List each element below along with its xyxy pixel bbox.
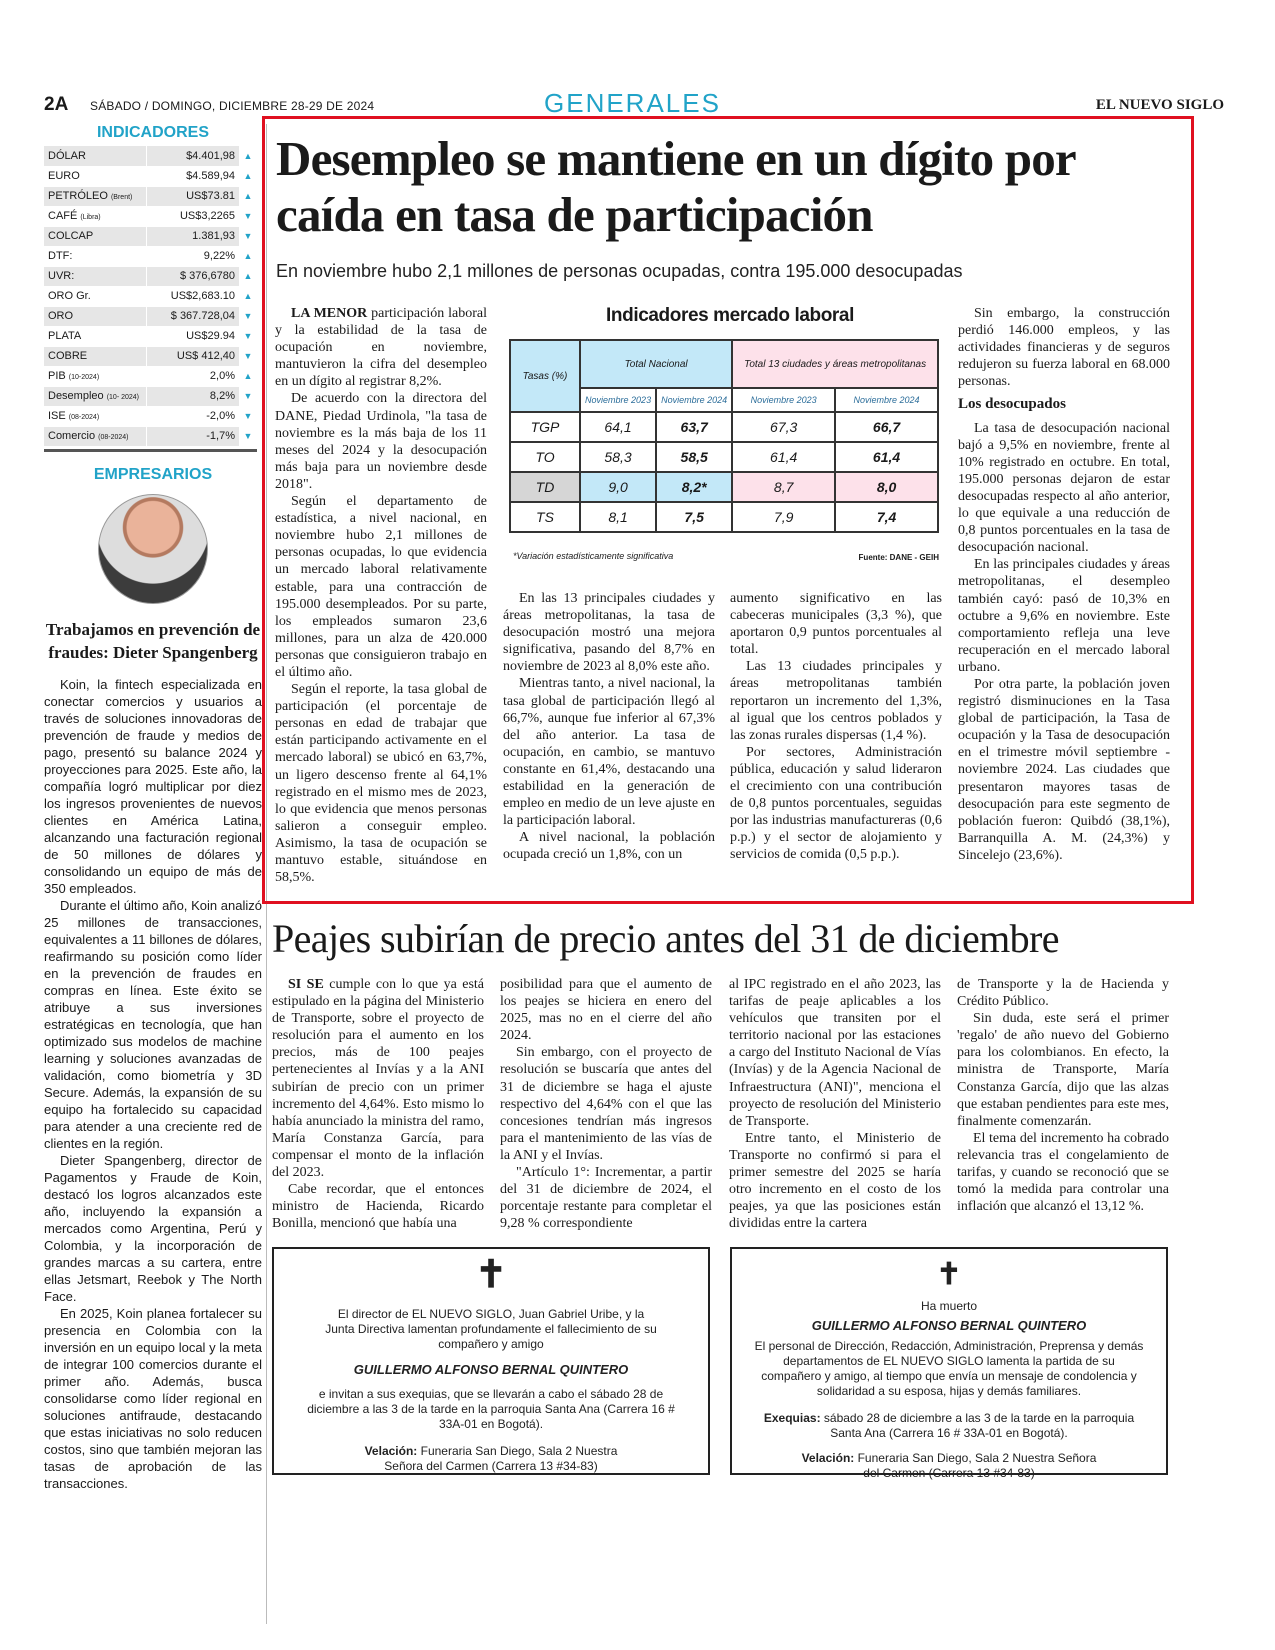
velacion-label: Velación: [364,1444,418,1458]
indicator-value: US$2,683.10 [146,286,239,306]
paragraph: Sin duda, este será el primer 'regalo' de año nuevo del Gobierno para los colombianos. En efecto, la ministra de Transporte, María Constanza García, dijo que las alzas que estaban pendientes para este mes, finalmente comenzarán. [957,1011,1169,1129]
paragraph: Mientras tanto, a nivel nacional, la tasa global de participación llegó al 66,7%, aunque fue inferior al 67,3% del año anterior. La tasa de ocupación, en cambio, se mantuvo constante en 61,4%, destacando una estabilidad en la generación de empleo en medio de un leve ajuste en la participación laboral. [503,676,715,829]
velacion-text: Funeraria San Diego, Sala 2 Nuestra Señora del Carmen (Carrera 13 #34-83) [854,1451,1097,1480]
table-cell: 7,4 [835,502,938,532]
indicator-note: (10- 2024) [106,394,139,401]
table-cell: 61,4 [835,442,938,472]
arrow-down-icon: ▼ [239,226,257,246]
indicator-value: -1,7% [146,426,239,446]
arrow-up-icon: ▲ [239,286,257,306]
indicator-value: $4.589,94 [146,166,239,186]
second-column-2 [500,976,712,1232]
arrow-down-icon: ▼ [239,386,257,406]
indicator-label [44,386,146,406]
velacion-text: Funeraria San Diego, Sala 2 Nuestra Señora del Carmen (Carrera 13 #34-83) [384,1444,618,1473]
notice-invite: e invitan a sus exequias, que se llevarán a cabo el sábado 28 de diciembre a las 3 de la tarde en la parroquia Santa Ana (Carrera 16 # 33A-01 en Bogotá). [307,1387,675,1431]
indicator-label [44,286,146,306]
arrow-up-icon: ▲ [239,146,257,166]
paragraph: Sin embargo, con el proyecto de resolución se buscaría que antes del 31 de diciembre se haga el ajuste respectivo del 4,64% con el que las concesiones tendrían más ingresos para el mantenimiento de las vías de la ANI y el Invías. [500,1045,712,1163]
lead-column-4 [958,305,1170,864]
indicator-name: DÓLAR [48,149,86,162]
table-cell: 58,3 [580,442,656,472]
paragraph: En 2025, Koin planea fortalecer su presencia en Colombia con la inversión en un equipo local y la meta de integrar 100 comercios durante el primer año. Además, busca consolidarse como líder regional en soluciones antifraude, destacando que estas iniciativas no solo reducen costos, sino que también mejoran las tasas de aprobación de las transacciones. [44,1305,262,1491]
infographic-title: Indicadores mercado laboral [606,305,854,326]
arrow-down-icon: ▼ [239,426,257,446]
lead-column-2 [503,590,715,864]
indicator-row [44,166,257,186]
kicker: LA MENOR [291,306,368,321]
divider [44,449,257,452]
row-label: TD [510,472,580,502]
lead-column-1 [275,305,487,886]
arrow-up-icon: ▲ [239,266,257,286]
indicator-name: Comercio [48,430,96,442]
paragraph: Dieter Spangenberg, director de Pagamentos y Fraude de Koin, destacó los logros alcanzados este año, incluyendo la expansión a mercados como Argentina, Perú y Colombia, y la incorporación de grandes marcas a su cartera, entre ellas Jetsmart, Reebok y The North Face. [44,1152,262,1304]
indicator-row [44,246,257,266]
page-number: 2A [44,94,69,115]
indicator-value: $ 367.728,04 [146,306,239,326]
sidebar [44,124,262,1624]
indicator-name: ISE [48,410,66,422]
paragraph: De acuerdo con la directora del DANE, Piedad Urdinola, "la tasa de noviembre es la más baja de los 11 meses del 2024 y la desocupación más baja para un noviembre desde 2018". [275,391,487,492]
indicator-name: DTF: [48,250,73,262]
lead-headline: Desempleo se mantiene en un dígito por caída en tasa de participación [276,131,1075,242]
indicators-title: INDICADORES [96,124,209,141]
paragraph: Durante el último año, Koin analizó 25 millones de transacciones, equivalentes a 11 billones de dólares, reafirmando su posición como líder en la prevención de fraudes en compras en línea. Este éxito se atribuye a sus inversiones estratégicas en tecnología, que han optimizado sus modelos de machine learning y soluciones avanzadas de validación, como biometría y 3D Secure. Además, la expansión de su equipo ha fortalecido su capacidad para atender a una creciente red de clientes en la región. [44,897,262,1151]
indicator-label [44,206,146,226]
kicker: SI SE [288,977,324,992]
table-cell: 67,3 [732,412,835,442]
paragraph: aumento significativo en las cabeceras municipales (3,3 %), que aportaron 0,9 puntos porcentuales al total. [730,591,942,658]
row-label: TGP [510,412,580,442]
table-cell: 63,7 [656,412,732,442]
paragraph: A nivel nacional, la población ocupada creció un 1,8%, con un [503,830,715,863]
notice-velacion [792,1451,1106,1481]
indicator-note: (08-2024) [98,434,129,441]
group-13-ciudades: Total 13 ciudades y áreas metropolitanas [732,340,938,388]
arrow-down-icon: ▼ [239,326,257,346]
indicator-row [44,386,257,406]
indicator-note: (10-2024) [68,374,100,381]
year-header: Noviembre 2024 [835,388,938,412]
indicator-value: US$3,2265 [146,206,239,226]
indicator-label [44,146,146,166]
notice-intro: El director de EL NUEVO SIGLO, Juan Gabriel Uribe, y la Junta Directiva lamentan profundamente el fallecimiento de su compañero y amigo [325,1307,657,1351]
exequias-label: Exequias: [763,1411,821,1425]
indicator-row [44,326,257,346]
table-cell: 61,4 [732,442,835,472]
labor-indicators-infographic [505,305,955,575]
indicator-value: -2,0% [146,406,239,426]
indicator-value: 1.381,93 [146,226,239,246]
indicator-name: EURO [48,170,80,182]
indicators-table [44,146,257,447]
cross-icon: ✝ [475,1254,507,1296]
indicator-row [44,186,257,206]
indicator-value: US$ 412,40 [146,346,239,366]
section-title: GENERALES [544,88,721,118]
row-label: TO [510,442,580,472]
indicator-label [44,266,146,286]
table-cell: 7,9 [732,502,835,532]
indicator-name: ORO [48,310,74,322]
paragraph: Sin embargo, la construcción perdió 146.000 empleos, y las actividades financieras y de seguros redujeron su fuerza laboral en 68.000 personas. [958,306,1170,390]
indicator-name: COBRE [48,350,88,362]
indicator-value: 9,22% [146,246,239,266]
velacion-label: Velación: [801,1451,855,1465]
indicator-row [44,346,257,366]
arrow-down-icon: ▼ [239,346,257,366]
issue-date: SÁBADO / DOMINGO, DICIEMBRE 28-29 DE 2024 [90,99,375,113]
paragraph: participación laboral y la estabilidad de la tasa de ocupación en noviembre, mantuvieron la cifra del desempleo en un dígito al registrar 8,2%. [275,306,487,390]
paragraph: Entre tanto, el Ministerio de Transporte no confirmó si para el primer semestre del 2025 se haría otro incremento en el costo de los peajes, ya que las posiciones están divididas entre la cartera [729,1130,941,1232]
table-cell: 8,7 [732,472,835,502]
second-column-3 [729,976,941,1232]
indicator-label [44,166,146,186]
masthead [44,88,1224,118]
sidebar-headline: Trabajamos en prevención de fraudes: Dieter Spangenberg [45,619,261,662]
indicator-row [44,286,257,306]
notice-exequias [762,1411,1136,1441]
notice-pre: Ha muerto [920,1299,978,1313]
paragraph: Cabe recordar, que el entonces ministro de Hacienda, Ricardo Bonilla, mencionó que había una [272,1182,484,1232]
paragraph: Koin, la fintech especializada en conectar comercios y usuarios a través de soluciones innovadoras de prevención de fraude y medios de pago, presentó su balance 2024 y proyecciones para 2025. Este año, la compañía logró multiplicar por diez los ingresos provenientes de nuevos clientes en América Latina, alcanzando una facturación regional de 50 millones de dólares y consolidando un equipo de más de 350 empleados. [44,676,262,896]
paragraph: Según el reporte, la tasa global de participación (el porcentaje de personas en edad de trabajar que están participando activamente en el mercado laboral) se ubicó en 63,7%, un ligero descenso frente al 64,1% registrado en el mismo mes de 2023, lo que evidencia que menos personas salieron a conseguir empleo. Asimismo, la tasa de ocupación se mantuvo estable, situándose en 58,5%. [275,682,487,886]
indicator-note: (Libra) [80,214,101,221]
table-cell: 8,0 [835,472,938,502]
avatar [98,494,208,604]
indicator-name: UVR: [48,270,75,282]
arrow-up-icon: ▲ [239,166,257,186]
paragraph: El tema del incremento ha cobrado relevancia tras el congelamiento de tarifas, y cuando se reconoció que se tomó la medida para controlar una inflación que alcanzó el 13,12 %. [957,1130,1169,1215]
table-cell: 8,2* [656,472,732,502]
indicator-label [44,366,146,386]
paragraph: cumple con lo que ya está estipulado en la página del Ministerio de Transporte, sobre el proyecto de resolución para el aumento en los precios, más de 100 peajes pertenecientes al Invías y a la ANI subirían de precio con un primer incremento del 4,64%. Esto mismo lo había anunciado la ministra del ramo, María Constanza García, para compensar el monto de la inflación del 2023. [272,977,484,1181]
indicator-name: ORO Gr. [48,290,91,302]
indicator-label [44,326,146,346]
infographic-note: *Variación estadísticamente significativa [513,551,674,561]
arrow-down-icon: ▼ [239,406,257,426]
obituary-notice-1 [272,1247,710,1475]
indicator-value: 2,0% [146,366,239,386]
table-cell: 8,1 [580,502,656,532]
paragraph: Según el departamento de estadística, a nivel nacional, en noviembre hubo 2,1 millones de personas ocupadas, lo que evidencia un mercado laboral relativamente estable, para una contracción de 195.000 desempleados. Por su parte, los empleados sumaron 23,6 millones, para un alza de 420.000 personas que consiguieron trabajo en el último año. [275,494,487,680]
table-cell: 64,1 [580,412,656,442]
obituary-notice-2 [730,1247,1168,1480]
table-cell: 58,5 [656,442,732,472]
paragraph: En las principales ciudades y áreas metropolitanas, el desempleo también cayó: pasó de 10,3% en octubre a 9,6% en noviembre. Este comportamiento refleja una leve recuperación en el mercado laboral urbano. [958,557,1170,675]
indicator-label [44,226,146,246]
paragraph: "Artículo 1°: Incrementar, a partir del 31 de diciembre de 2024, el porcentaje restante para completar el 9,28 % correspondiente [500,1165,712,1232]
indicator-row [44,366,257,386]
indicator-label [44,426,146,446]
second-column-1 [272,976,484,1232]
second-headline: Peajes subirían de precio antes del 31 de diciembre [272,916,1059,961]
indicator-value: $4.401,98 [146,146,239,166]
table-cell: 7,5 [656,502,732,532]
indicator-value: US$73.81 [146,186,239,206]
group-total-nacional: Total Nacional [580,340,732,388]
rates-label: Tasas (%) [510,340,580,412]
indicator-row [44,306,257,326]
table-cell: 66,7 [835,412,938,442]
paragraph: La tasa de desocupación nacional bajó a 9,5% en noviembre, frente al 10% registrado en octubre. En total, 195.000 personas dejaron de estar desocupadas respecto al año anterior, lo que equivale a una reducción de 0,8 puntos porcentuales en la tasa de desocupación nacional. [958,420,1170,556]
indicator-name: CAFÉ [48,210,78,222]
indicator-label [44,186,146,206]
arrow-up-icon: ▲ [239,366,257,386]
arrow-up-icon: ▲ [239,246,257,266]
year-header: Noviembre 2024 [656,388,732,412]
lead-column-3 [730,590,942,864]
lead-story [262,116,1194,904]
indicator-row [44,406,257,426]
section-subhead: Los desocupados [958,396,1066,413]
brand-logo: EL NUEVO SIGLO [1095,97,1224,113]
indicator-row [44,146,257,166]
arrow-up-icon: ▲ [239,186,257,206]
indicator-name: COLCAP [48,230,94,242]
indicator-note: (08-2024) [68,414,100,421]
arrow-down-icon: ▼ [239,306,257,326]
indicator-row [44,426,257,446]
exequias-text: sábado 28 de diciembre a las 3 de la tarde en la parroquia Santa Ana (Carrera 16 # 33A-01 en Bogotá). [820,1411,1135,1440]
infographic-source: Fuente: DANE - GEIH [858,553,939,562]
year-header: Noviembre 2023 [732,388,835,412]
indicator-name: PIB [48,370,66,382]
paragraph: En las 13 principales ciudades y áreas metropolitanas, la tasa de desocupación mostró una mejora significativa, pasando del 8,7% en noviembre de 2023 al 8,0% este año. [503,591,715,675]
indicator-name: Desempleo [48,390,104,402]
indicator-label [44,346,146,366]
arrow-down-icon: ▼ [239,206,257,226]
notice-velacion [344,1444,638,1474]
paragraph: Las 13 ciudades principales y áreas metropolitanas también reportaron un incremento del 1,3%, al igual que los centros poblados y las zonas rurales dispersas (1,4 %). [730,659,942,743]
year-header: Noviembre 2023 [580,388,656,412]
sidebar-article-body [44,676,262,1492]
indicator-label [44,246,146,266]
indicator-row [44,206,257,226]
indicator-row [44,226,257,246]
paragraph: Por otra parte, la población joven registró disminuciones en la Tasa global de participación, la Tasa de ocupación y la Tasa de desocupación en el trimestre móvil septiembre - noviembre 2024. Las ciudades que presentaron mayores tasas de desocupación para este segmento de población fueron: Quibdó (38,1%), Barranquilla A. M. (24,3%) y Sincelejo (23,6%). [958,676,1170,863]
notice-name: GUILLERMO ALFONSO BERNAL QUINTERO [353,1362,629,1377]
labor-indicators-table [509,339,939,533]
indicator-name: PLATA [48,330,82,342]
indicator-note: (Brent) [110,194,133,201]
indicator-name: PETRÓLEO [48,190,108,202]
paragraph: posibilidad para que el aumento de los peajes se hiciera en enero del 2025, mas no en el cierre del año 2024. [500,977,712,1044]
paragraph: Por sectores, Administración pública, educación y salud lideraron el crecimiento con una contribución de 0,8 puntos porcentuales, seguidas por las industrias manufactureras (0,6 p.p.) y el sector de alojamiento y servicios de comida (0,5 p.p.). [730,744,942,863]
indicator-value: $ 376,6780 [146,266,239,286]
paragraph: al IPC registrado en el año 2023, las tarifas de peaje aplicables a los vehículos que transiten por el territorio nacional por las estaciones a cargo del Instituto Nacional de Vías (Invías) y de la Agencia Nacional de Infraestructura (ANI)", menciona el proyecto de resolución del Ministerio de Transporte. [729,977,941,1129]
indicator-row [44,266,257,286]
cross-icon: ✝ [936,1258,962,1291]
indicator-value: US$29.94 [146,326,239,346]
second-column-4 [957,976,1169,1215]
notice-intro: El personal de Dirección, Redacción, Administración, Preprensa y demás departamentos de EL NUEVO SIGLO lamenta la partida de su compañero y amigo, al tiempo que envía un mensaje de condolencia y solidaridad a su esposa, hijas y demás familiares. [754,1339,1144,1398]
indicator-label [44,406,146,426]
row-label: TS [510,502,580,532]
indicator-value: 8,2% [146,386,239,406]
notice-name: GUILLERMO ALFONSO BERNAL QUINTERO [811,1318,1087,1333]
paragraph: de Transporte y la de Hacienda y Crédito Público. [957,977,1169,1010]
indicator-label [44,306,146,326]
table-cell: 9,0 [580,472,656,502]
lead-subhead: En noviembre hubo 2,1 millones de personas ocupadas, contra 195.000 desocupadas [276,261,963,281]
empresarios-title: EMPRESARIOS [93,465,213,483]
